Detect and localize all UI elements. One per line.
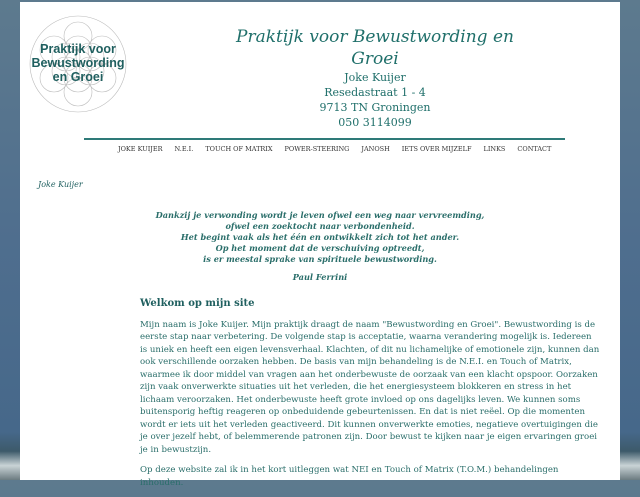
street: Resedastraat 1 - 4: [324, 86, 426, 99]
nav-contact[interactable]: CONTACT: [517, 145, 552, 153]
intro-paragraph: Mijn naam is Joke Kuijer. Mijn praktijk draagt de naam "Bewustwording en Groei". Bewustwording is de eerste stap naar verbetering. De volgende stap is acceptatie, waarna verandering mogelijk is. Iedereen is uniek en heeft een eigen levensverhaal. Klachten, of dit nu lichamelijke of emotionele zijn, kunnen dan ook verschillende oorzaken hebben. De basis van mijn behandeling is de N.E.I. en Touch of Matrix, waarmee ik door middel van vragen aan het onderbewuste de oorzaak van een klacht opspoor. Oorzaken zijn vaak onverwerkte situaties uit het verleden, die het energiesysteem blokkeren en stress in het lichaam veroorzaken. Het onderbewuste heeft grote invloed op ons dagelijks leven. We kunnen soms buitensporig heftig reageren op onbeduidende gebeurtenissen. En dat is niet reëel. Op die momenten wordt er iets uit het verleden geactiveerd. Dit kunnen onverwerkte emoties, negatieve overtuigingen die je over jezelf hebt, of belemmerende patronen zijn. Door bewust te kijken naar je eigen ervaringen groei je in bewustzijn.: [140, 319, 600, 455]
page: [20, 2, 620, 488]
quote-line: is er meestal sprake van spirituele bewustwording.: [203, 254, 437, 264]
quote-author: Paul Ferrini: [292, 272, 348, 282]
quote-line: Dankzij je verwonding wordt je leven ofwel een weg naar vervreemding,: [155, 210, 485, 220]
nav-links[interactable]: LINKS: [483, 145, 506, 153]
quote-line: Het begint vaak als het één en ontwikkelt zich tot het ander.: [180, 232, 460, 242]
site-title: Praktijk voor Bewustwording en Groei: [236, 27, 514, 69]
website-paragraph: Op deze website zal ik in het kort uitleggen wat NEI en Touch of Matrix (T.O.M.) behandelingen inhouden.: [140, 465, 559, 488]
main-content: [140, 298, 600, 497]
city: 9713 TN Groningen: [319, 101, 431, 114]
welcome-heading: Welkom op mijn site: [140, 298, 255, 309]
logo-line: Bewustwording: [31, 56, 125, 70]
nav-nei[interactable]: N.E.I.: [174, 145, 194, 153]
logo-line: Praktijk voor: [40, 42, 116, 56]
quote: [150, 210, 490, 283]
quote-line: Op het moment dat de verschuiving optreedt,: [215, 243, 425, 253]
nav-joke-kuijer[interactable]: JOKE KUIJER: [118, 145, 163, 153]
nav-touch-of-matrix[interactable]: TOUCH OF MATRIX: [205, 145, 273, 153]
header: [220, 26, 530, 130]
nav-bar: [106, 145, 552, 153]
logo[interactable]: [28, 14, 128, 114]
logo-line: en Groei: [52, 70, 104, 84]
nav-janosh[interactable]: JANOSH: [361, 145, 390, 153]
quote-line: ofwel een zoektocht naar verbondenheid.: [225, 221, 415, 231]
nav-iets-over-mijzelf[interactable]: IETS OVER MIJZELF: [401, 145, 472, 153]
phone: 050 3114099: [338, 116, 412, 129]
divider: [84, 138, 565, 140]
logo-text: [28, 42, 128, 84]
sidebar-name: Joke Kuijer: [38, 180, 83, 189]
nav-power-steering[interactable]: POWER-STEERING: [284, 145, 350, 153]
owner-name: Joke Kuijer: [344, 71, 406, 84]
